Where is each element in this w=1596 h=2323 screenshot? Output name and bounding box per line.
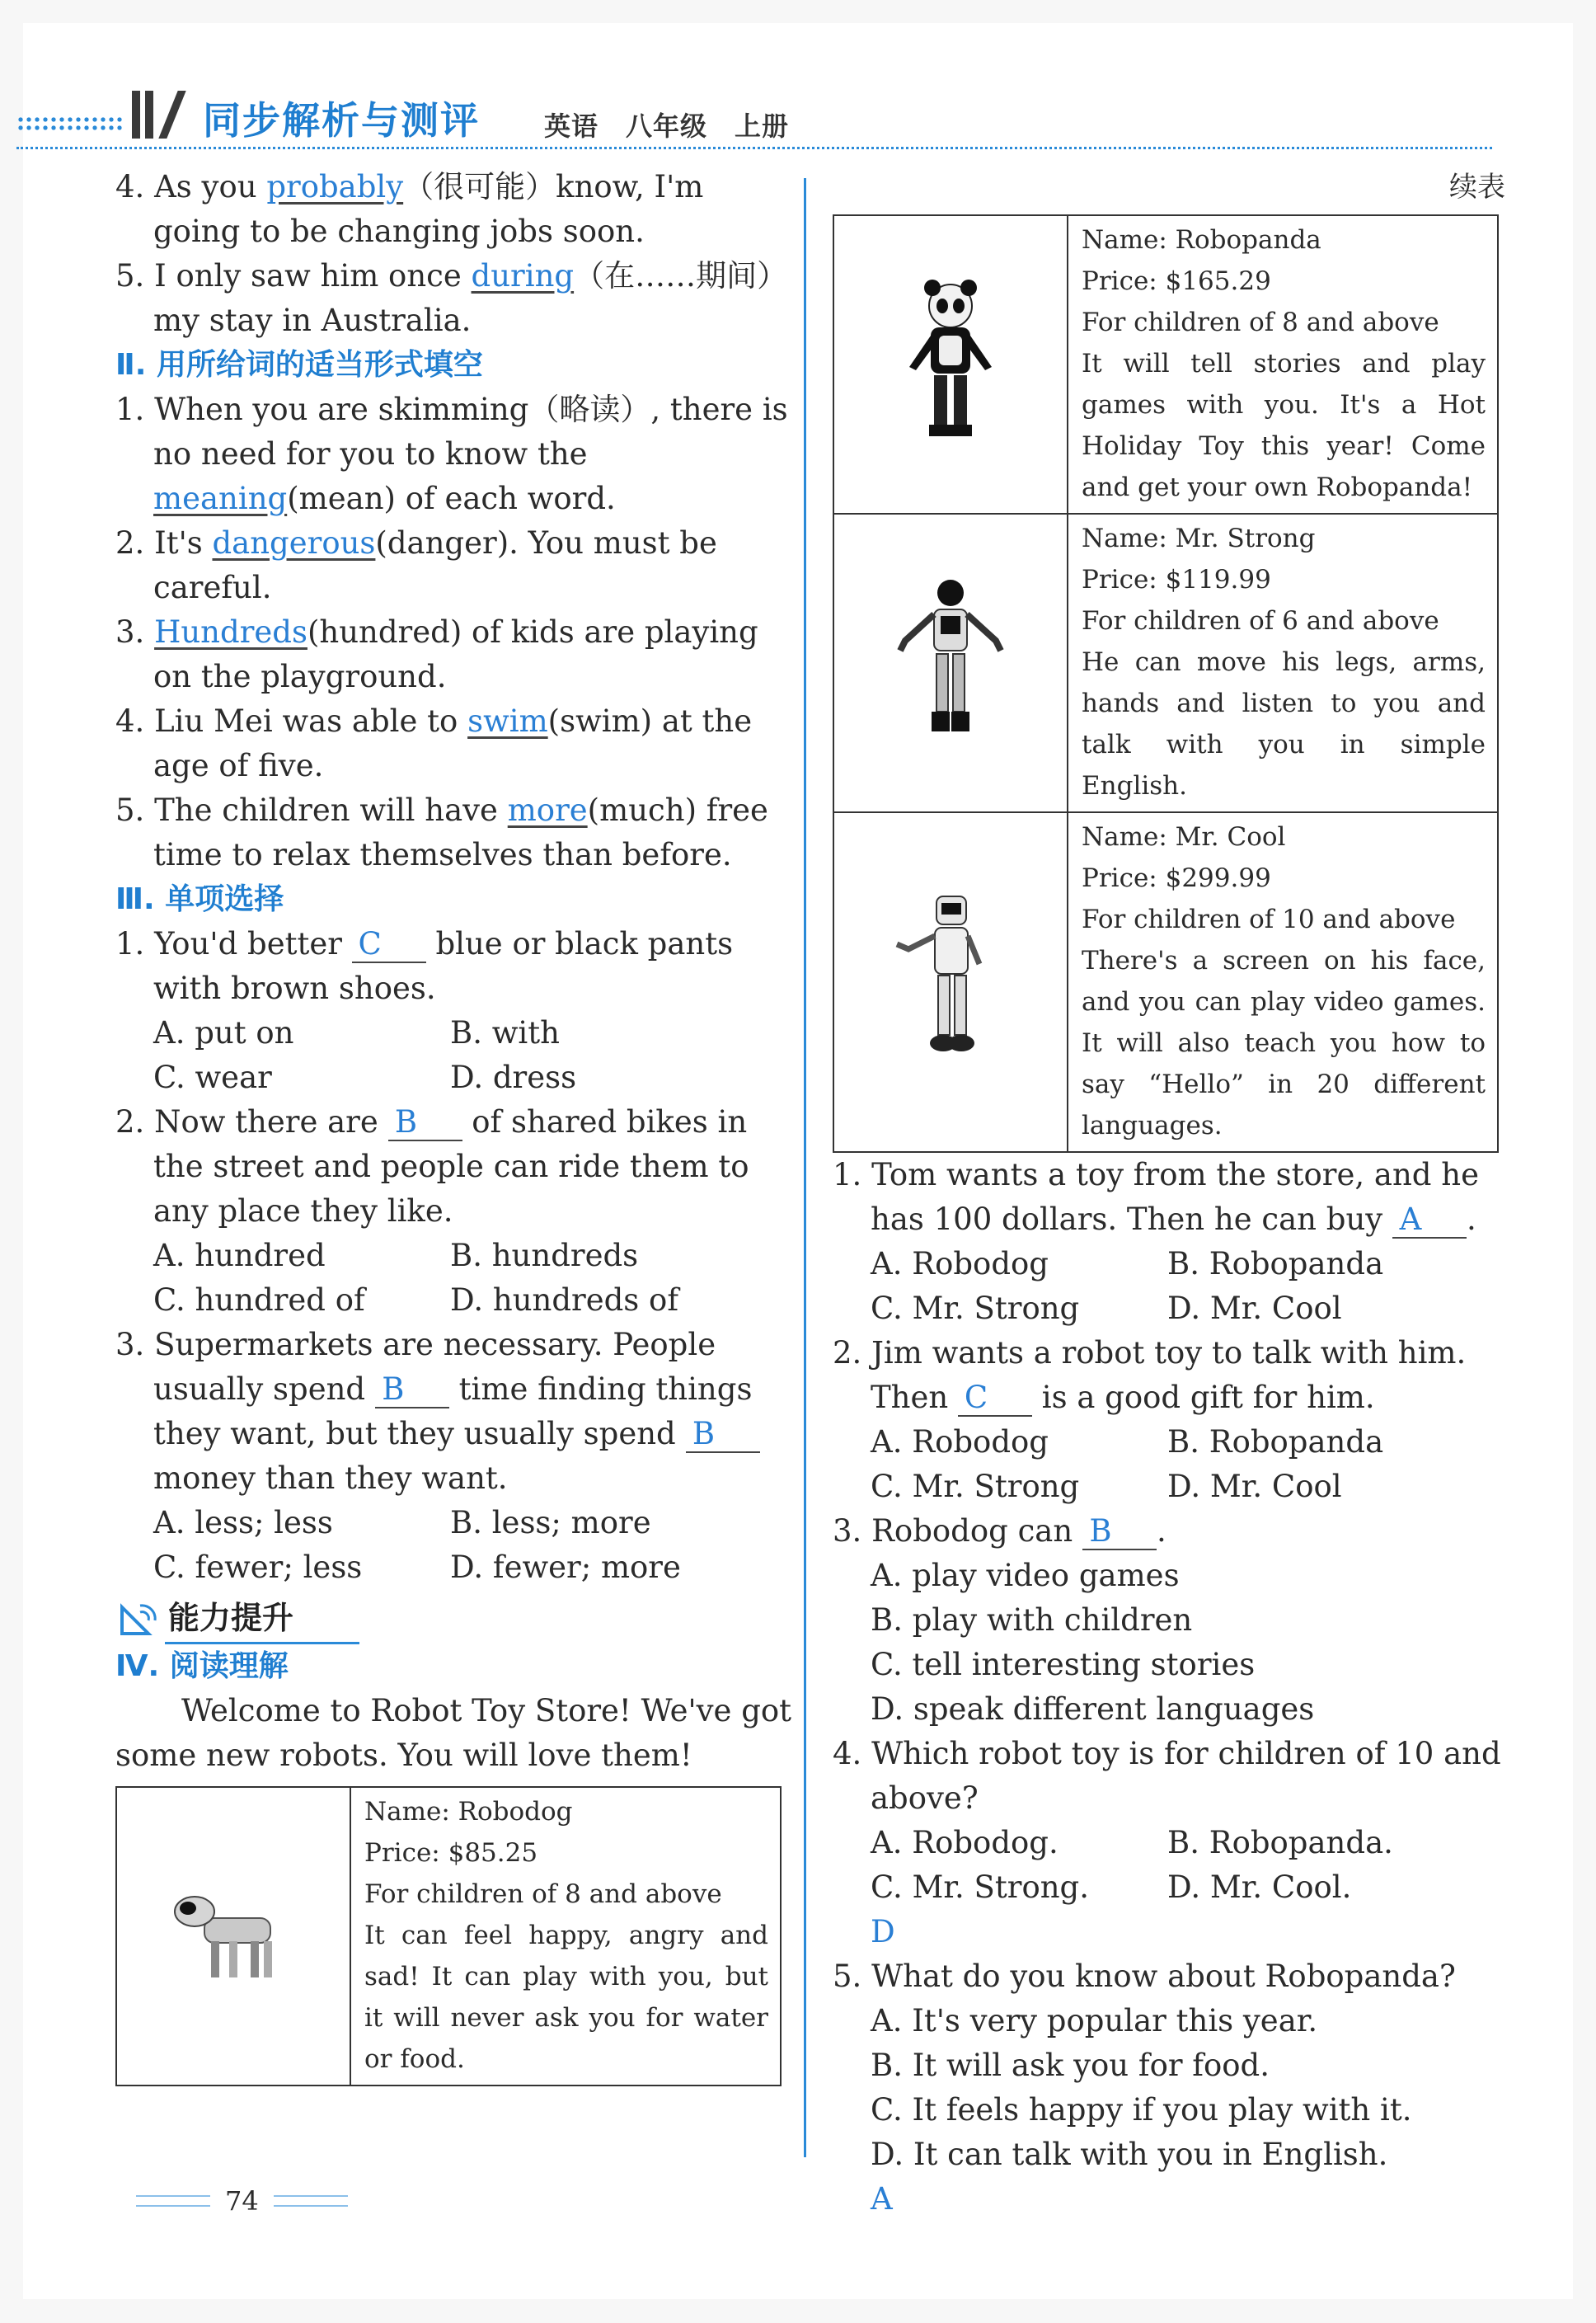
question-item: 5. I only saw him once during（在……期间）my stay in Australia. [115, 258, 788, 338]
options: A. Robodog B. Robopanda C. Mr. Strong D. Mr. Cool [871, 1424, 1384, 1504]
robot-info: Name: Robopanda Price: $165.29 For children of 8 and above It will tell stories and play games with you. It's a Hot Holiday Toy this year! Come and get your own Robopanda! [1068, 215, 1498, 514]
options: A. It's very popular this year. B. It will ask you for food. C. It feels happy if you play with it. D. It can talk with you in English. [871, 2003, 1412, 2172]
column-divider [804, 178, 806, 2157]
question-item: 1. You'd better C blue or black pants with brown shoes. [115, 926, 734, 1006]
options: A. Robodog B. Robopanda C. Mr. Strong D. Mr. Cool [871, 1246, 1384, 1326]
options: A. put on B. with C. wear D. dress [153, 1015, 577, 1095]
question-item: 3. Robodog can B . [833, 1513, 1166, 1549]
question-item: 4. Which robot toy is for children of 10 and above? [833, 1736, 1501, 1816]
robopanda-image [833, 215, 1068, 514]
answer-text: during [471, 258, 575, 294]
answer-blank: B [388, 1105, 462, 1141]
header-rule [16, 147, 1492, 149]
question-item: 2. It's dangerous(danger). You must be careful. [115, 525, 717, 605]
question-item: 4. As you probably（很可能）know, I'm going to be changing jobs soon. [115, 169, 704, 249]
robot-info: Name: Mr. Strong Price: $119.99 For children of 6 and above He can move his legs, arms, hands and listen to you and talk with you in simple English. [1068, 514, 1498, 812]
footer-line [274, 2195, 348, 2207]
answer-text: Hundreds [154, 614, 307, 650]
continued-label: 续表 [1449, 171, 1505, 204]
answer-text: dangerous [212, 525, 376, 561]
question-item: 4. Liu Mei was able to swim(swim) at the age of five. [115, 703, 753, 783]
robot-info: Name: Robodog Price: $85.25 For children of 8 and above It can feel happy, angry and sad! It can play with you, but it will never ask you for water or food. [350, 1787, 781, 2086]
table-row [116, 1787, 781, 2086]
header-dots [16, 115, 124, 134]
options: A. less; less B. less; more C. fewer; less D. fewer; more [153, 1505, 681, 1585]
options: A. Robodog. B. Robopanda. C. Mr. Strong. D. Mr. Cool. [871, 1825, 1393, 1905]
answer-blank: B [686, 1417, 760, 1453]
table-row [833, 514, 1498, 812]
answer-blank: B [1082, 1514, 1157, 1550]
book-title: 同步解析与测评 [203, 98, 480, 143]
page-header [16, 79, 1500, 145]
answer-text: swim [467, 703, 548, 739]
mr-strong-image [833, 514, 1068, 812]
question-item: 1. When you are skimming（略读）, there is no need for you to know the meaning(mean) of each word. [115, 392, 788, 516]
page-footer [136, 2185, 348, 2217]
question-item: 3. Hundreds(hundred) of kids are playing on the playground. [115, 614, 758, 694]
book-subtitle: 英语 八年级 上册 [544, 111, 790, 142]
robot-info: Name: Mr. Cool Price: $299.99 For children of 10 and above There's a screen on his face, and you can play video games. It will also teach you how to say “Hello” in 20 different languages. [1068, 812, 1498, 1152]
answer-blank: C [958, 1380, 1032, 1417]
book-logo-icon [132, 91, 190, 140]
options: A. hundred B. hundreds C. hundred of D. hundreds of [153, 1238, 679, 1318]
question-item: 2. Jim wants a robot toy to talk with him. Then C is a good gift for him. [833, 1335, 1467, 1415]
section-title: Ⅱ. 用所给词的适当形式填空 [115, 348, 483, 382]
question-item: 1. Tom wants a toy from the store, and he has 100 dollars. Then he can buy A . [833, 1157, 1479, 1237]
passage-intro: Welcome to Robot Toy Store! We've got some new robots. You will love them! [115, 1693, 792, 1773]
answer-blank: A [1392, 1202, 1467, 1239]
footer-line [136, 2195, 210, 2207]
answer-blank: C [352, 927, 426, 963]
left-column [115, 165, 800, 2086]
robot-table-continued [833, 214, 1499, 1153]
answer-text: more [507, 792, 588, 828]
options: A. play video games B. play with children C. tell interesting stories D. speak different languages [871, 1558, 1315, 1727]
table-row [833, 215, 1498, 514]
answer-blank: B [375, 1372, 449, 1408]
answer-text: A [871, 2181, 893, 2217]
satellite-icon [115, 1599, 165, 1640]
answer-text: D [871, 1914, 895, 1949]
section-title: Ⅲ. 单项选择 [115, 882, 284, 916]
question-item: 3. Supermarkets are necessary. People usually spend B time finding things they want, but they usually spend B money than they want. [115, 1323, 800, 1501]
question-item: 5. The children will have more(much) free time to relax themselves than before. [115, 792, 768, 872]
page-number: 74 [225, 2185, 259, 2217]
question-item: 5. What do you know about Robopanda? [833, 1959, 1456, 1994]
answer-text: meaning [153, 481, 288, 516]
question-item: 2. Now there are B of shared bikes in the street and people can ride them to any place they like. [115, 1104, 749, 1229]
right-column [833, 165, 1517, 2222]
section-title: Ⅳ. 阅读理解 [115, 1649, 289, 1683]
badge-label: 能力提升 [165, 1596, 359, 1644]
mr-cool-image [833, 812, 1068, 1152]
answer-text: probably [266, 169, 404, 205]
ability-badge [115, 1595, 800, 1644]
robodog-image [116, 1787, 350, 2086]
robot-table [115, 1786, 782, 2086]
table-row [833, 812, 1498, 1152]
